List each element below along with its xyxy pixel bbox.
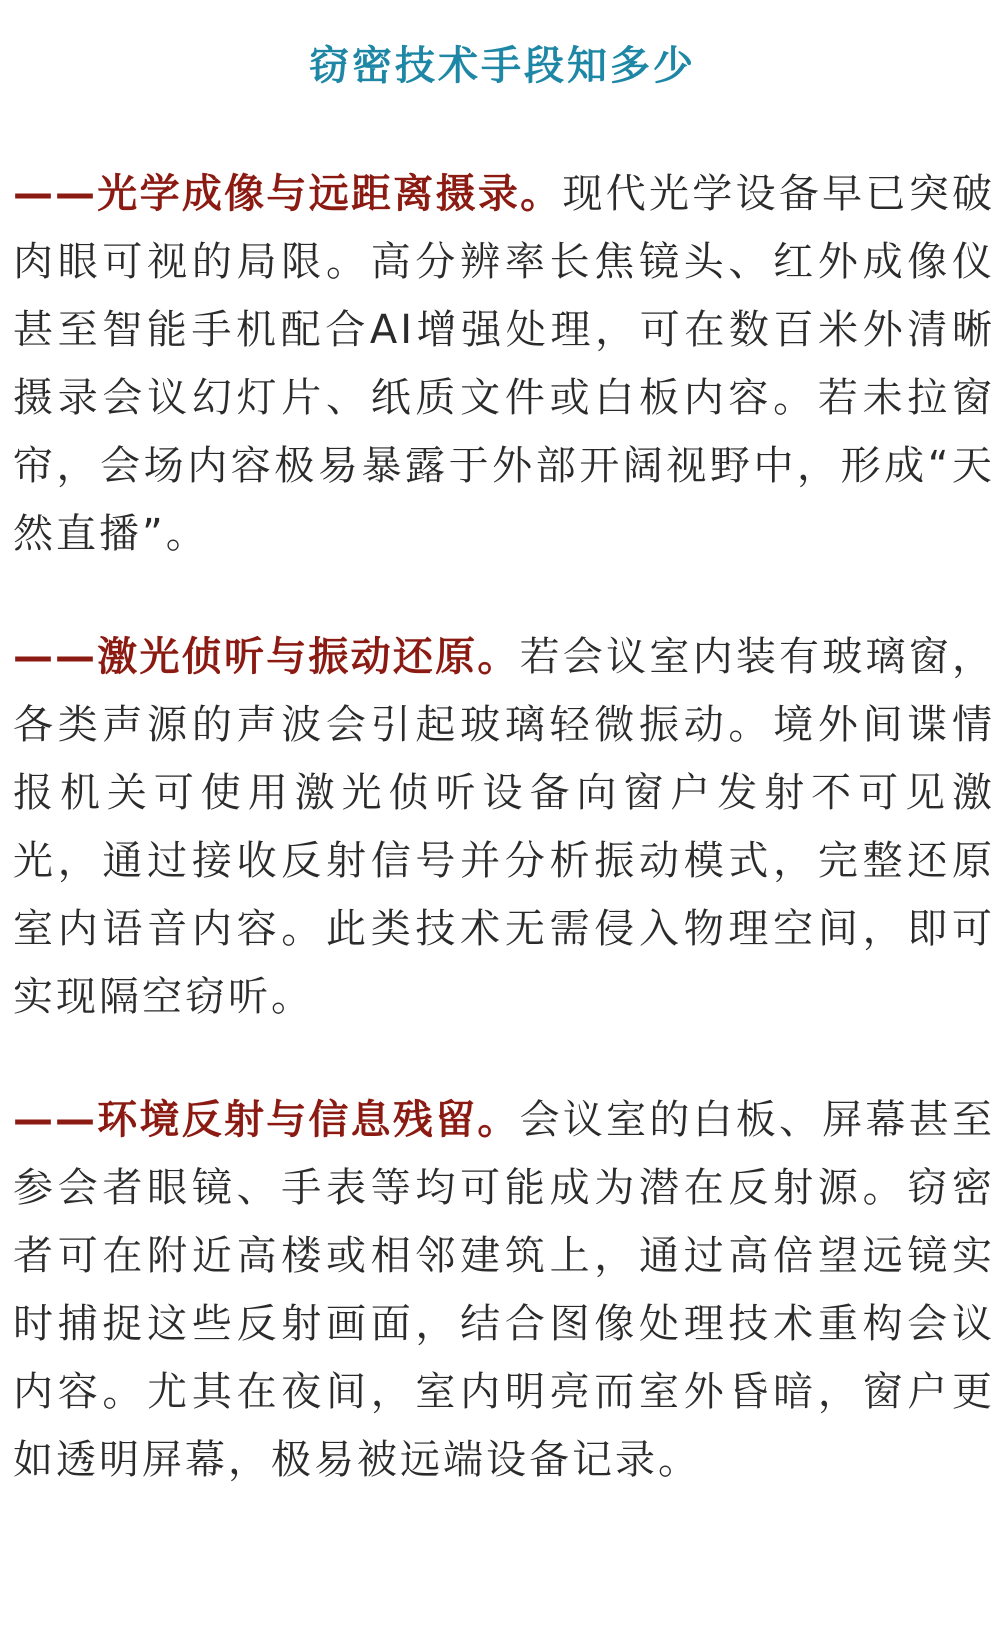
paragraph-heading: ——激光侦听与振动还原。 <box>13 634 520 680</box>
paragraph-environmental-reflection <box>13 1086 995 1494</box>
paragraph-body: 现代光学设备早已突破肉眼可视的局限。高分辨率长焦镜头、红外成像仪甚至智能手机配合AI增强处理，可在数百米外清晰摄录会议幻灯片、纸质文件或白板内容。若未拉窗帘，会场内容极易暴露于外部开阔视野中，形成“天然直播”。 <box>13 171 996 557</box>
article-title: 窃密技术手段知多少 <box>309 43 696 89</box>
paragraph-optical-imaging <box>13 160 995 568</box>
paragraph-heading: ——光学成像与远距离摄录。 <box>13 171 563 217</box>
paragraph-body: 若会议室内装有玻璃窗，各类声源的声波会引起玻璃轻微振动。境外间谍情报机关可使用激光侦听设备向窗户发射不可见激光，通过接收反射信号并分析振动模式，完整还原室内语音内容。此类技术无需侵入物理空间，即可实现隔空窃听。 <box>13 634 996 1020</box>
paragraph-body: 会议室的白板、屏幕甚至参会者眼镜、手表等均可能成为潜在反射源。窃密者可在附近高楼或相邻建筑上，通过高倍望远镜实时捕捉这些反射画面，结合图像处理技术重构会议内容。尤其在夜间，室内明亮而室外昏暗，窗户更如透明屏幕，极易被远端设备记录。 <box>13 1097 996 1483</box>
paragraph-laser-eavesdropping <box>13 623 995 1031</box>
paragraph-heading: ——环境反射与信息残留。 <box>13 1097 520 1143</box>
